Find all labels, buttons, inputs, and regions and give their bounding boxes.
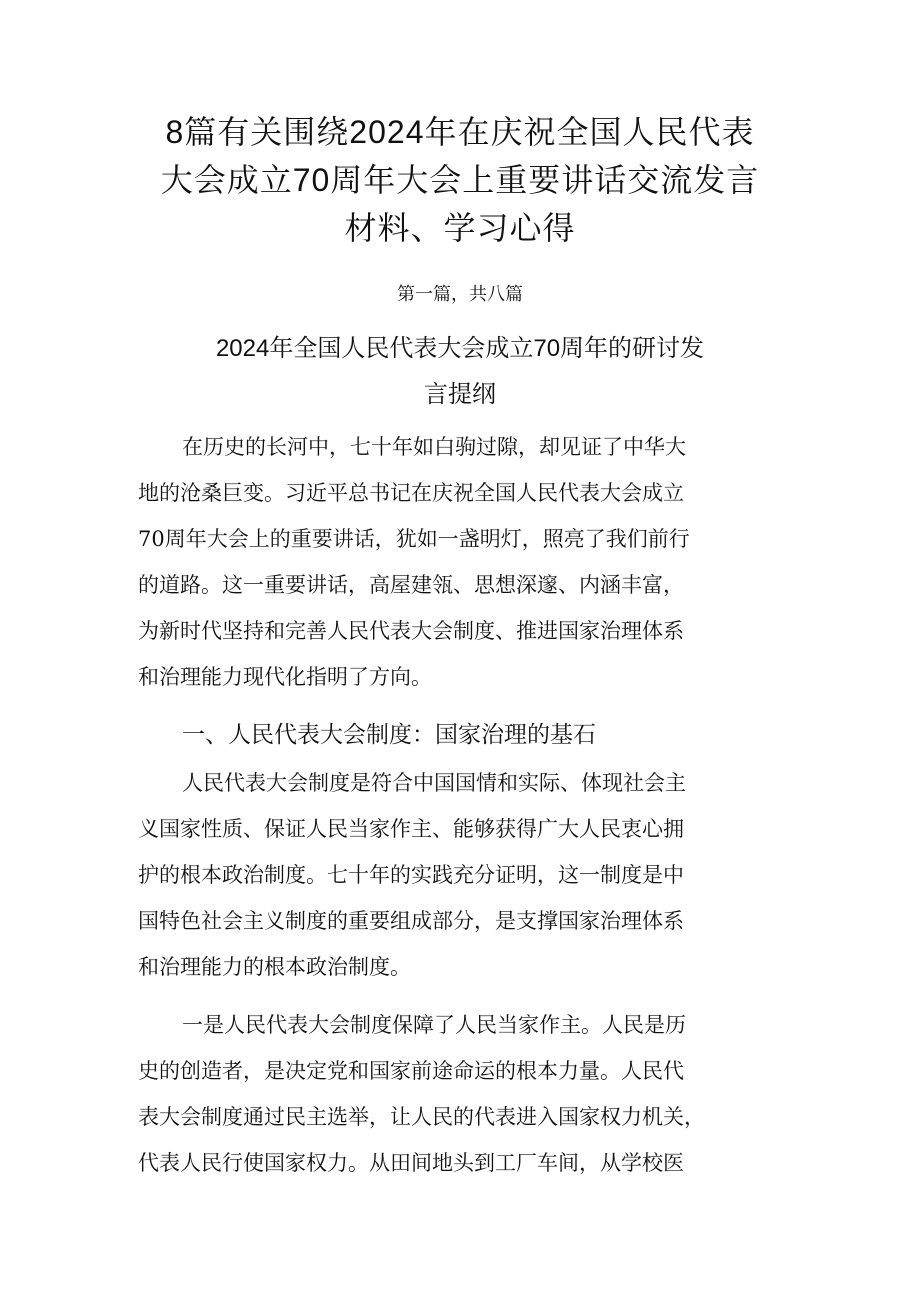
paragraph-line: 地的沧桑巨变。习近平总书记在庆祝全国人民代表大会成立 <box>138 481 684 505</box>
section-paragraph <box>138 760 784 990</box>
main-title-line: 材料、学习心得 <box>344 210 576 246</box>
paragraph-line: 一是人民代表大会制度保障了人民当家作主。人民是历 <box>182 1013 686 1037</box>
paragraph-line: 国特色社会主义制度的重要组成部分，是支撑国家治理体系 <box>138 909 684 933</box>
paragraph-line: 代表人民行使国家权力。从田间地头到工厂车间，从学校医 <box>138 1151 684 1175</box>
paragraph-line: 护的根本政治制度。七十年的实践充分证明，这一制度是中 <box>138 863 684 887</box>
paragraph-line: 表大会制度通过民主选举，让人民的代表进入国家权力机关， <box>138 1105 705 1129</box>
article-title <box>140 326 780 418</box>
document-main-title <box>120 108 800 252</box>
paragraph-line: 和治理能力的根本政治制度。 <box>138 955 411 979</box>
paragraph-line: 义国家性质、保证人民当家作主、能够获得广大人民衷心拥 <box>138 817 684 841</box>
point-one-paragraph <box>138 1002 784 1186</box>
section-heading: 一、人民代表大会制度：国家治理的基石 <box>182 721 596 747</box>
paragraph-line: 为新时代坚持和完善人民代表大会制度、推进国家治理体系 <box>138 619 684 643</box>
article-title-line: 言提纲 <box>424 381 496 408</box>
part-label: 第一篇，共八篇 <box>397 284 523 305</box>
main-title-line: 大会成立70周年大会上重要讲话交流发言 <box>160 162 760 198</box>
intro-paragraph <box>138 424 784 700</box>
paragraph-line: 和治理能力现代化指明了方向。 <box>138 665 432 689</box>
article-title-line: 2024年全国人民代表大会成立70周年的研讨发 <box>215 335 705 362</box>
paragraph-line: 的道路。这一重要讲话，高屋建瓴、思想深邃、内涵丰富， <box>138 573 684 597</box>
paragraph-line: 人民代表大会制度是符合中国国情和实际、体现社会主 <box>182 771 686 795</box>
paragraph-line: 史的创造者，是决定党和国家前途命运的根本力量。人民代 <box>138 1059 684 1083</box>
paragraph-line: 70周年大会上的重要讲话，犹如一盏明灯，照亮了我们前行 <box>138 527 690 551</box>
paragraph-line: 在历史的长河中，七十年如白驹过隙，却见证了中华大 <box>182 435 686 459</box>
main-title-line: 8篇有关围绕2024年在庆祝全国人民代表 <box>165 114 755 150</box>
